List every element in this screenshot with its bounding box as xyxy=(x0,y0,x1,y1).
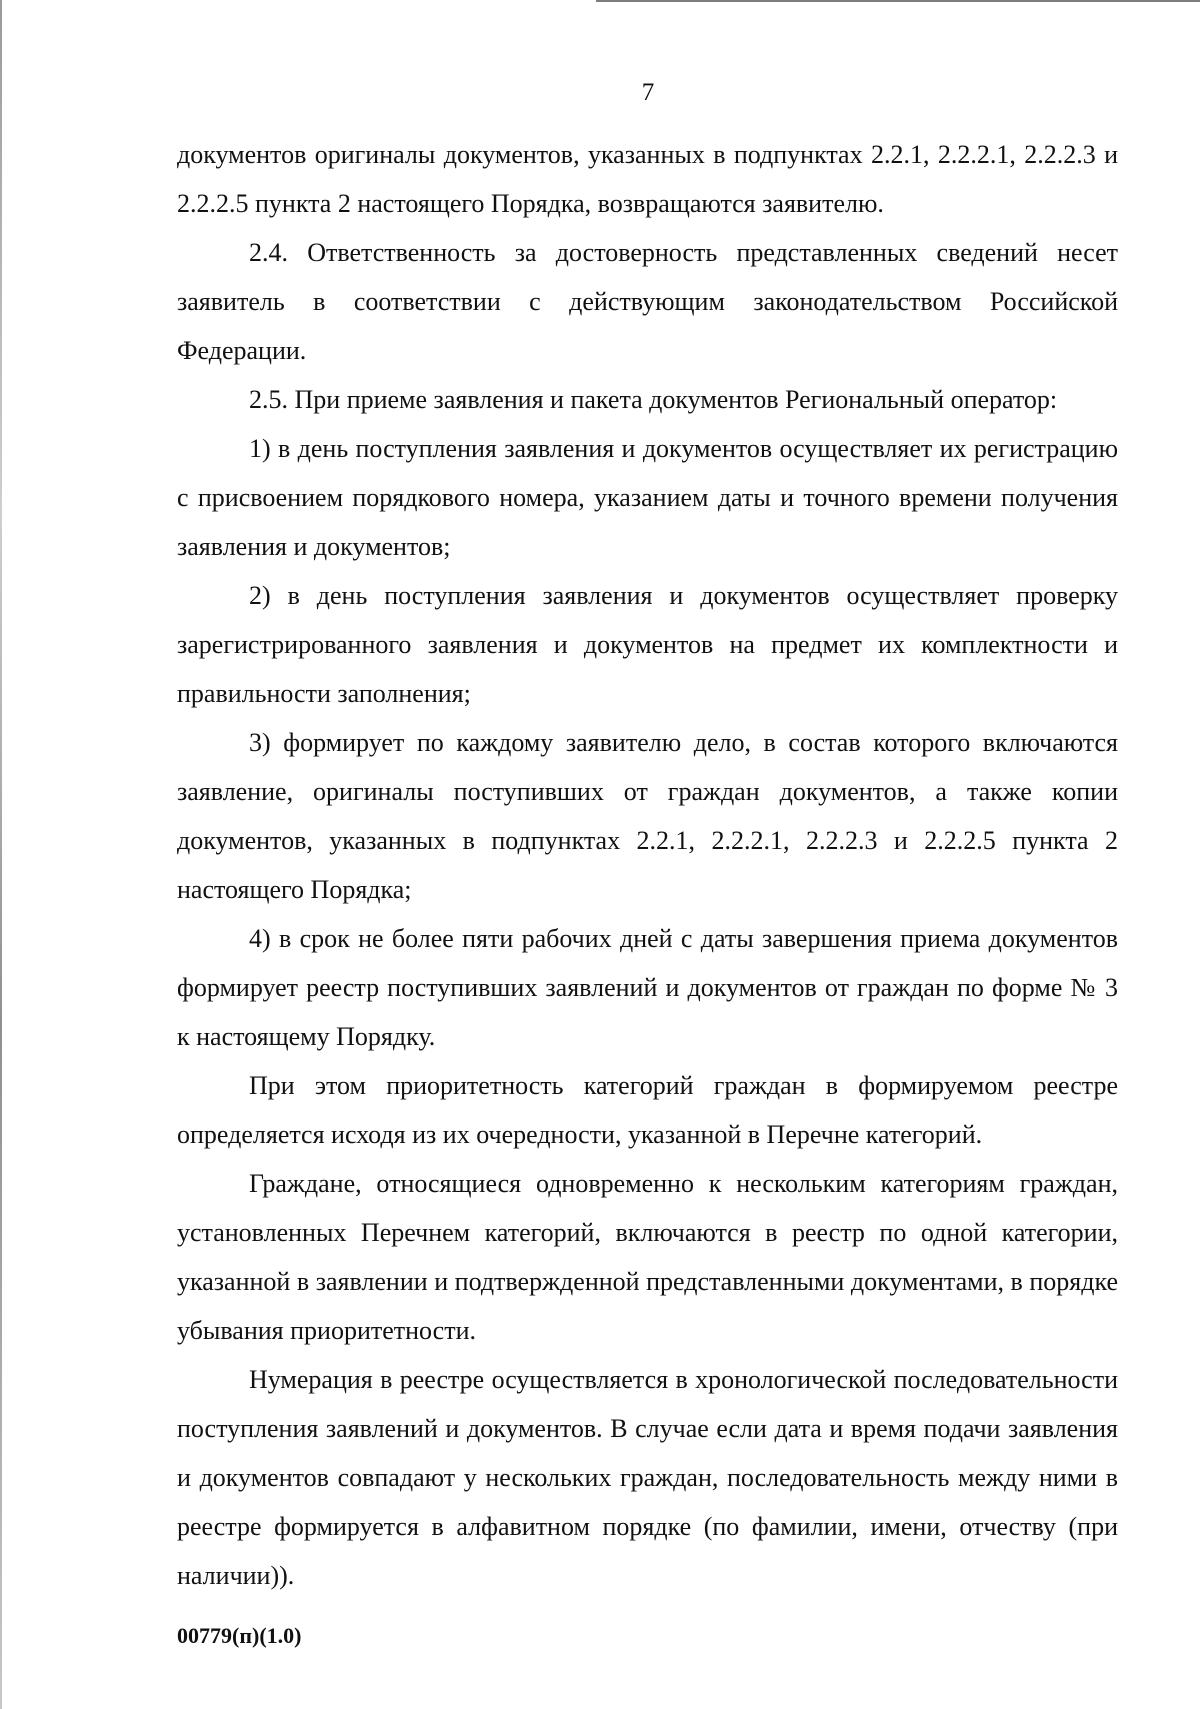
scan-edge-top xyxy=(596,0,1200,2)
paragraph-priority: При этом приоритетность категорий граждан в формируемом реестре определяется исходя из их очередности, указанной в Перечне категорий. xyxy=(177,1071,1118,1149)
paragraph-multiple-categories: Граждане, относящиеся одновременно к нескольким категориям граждан, установленных Перечнем категорий, включаются в реестр по одной категории, указанной в заявлении и подтвержденной представленными документами, в порядке убывания приоритетности. xyxy=(177,1169,1118,1345)
page-number: 7 xyxy=(641,79,655,106)
paragraph-item-4: 4) в срок не более пяти рабочих дней с даты завершения приема документов формирует реестр поступивших заявлений и документов от граждан по форме № 3 к настоящему Порядку. xyxy=(177,924,1118,1051)
scan-edge-left xyxy=(0,0,2,1709)
paragraph-continuation: документов оригиналы документов, указанных в подпунктах 2.2.1, 2.2.2.1, 2.2.2.3 и 2.2.2.5 пункта 2 настоящего Порядка, возвращаются заявителю. xyxy=(177,140,1118,218)
document-code: 00779(п)(1.0) xyxy=(177,1623,302,1648)
paragraph-numbering: Нумерация в реестре осуществляется в хронологической последовательности поступления заявлений и документов. В случае если дата и время подачи заявления и документов совпадают у нескольких граждан, последовательность между ними в реестре формируется в алфавитном порядке (по фамилии, имени, отчеству (при наличии)). xyxy=(177,1365,1118,1590)
paragraph-item-3: 3) формирует по каждому заявителю дело, в состав которого включаются заявление, оригиналы поступивших от граждан документов, а также копии документов, указанных в подпунктах 2.2.1, 2.2.2.1, 2.2.2.3 и 2.2.2.5 пункта 2 настоящего Порядка; xyxy=(177,728,1118,904)
paragraph-2-5: 2.5. При приеме заявления и пакета документов Региональный оператор: xyxy=(249,385,1058,414)
paragraph-item-1: 1) в день поступления заявления и документов осуществляет их регистрацию с присвоением порядкового номера, указанием даты и точного времени получения заявления и документов; xyxy=(177,434,1118,561)
paragraph-2-4: 2.4. Ответственность за достоверность представленных сведений несет заявитель в соответствии с действующим законодательством Российской Федерации. xyxy=(177,238,1118,365)
paragraph-item-2: 2) в день поступления заявления и документов осуществляет проверку зарегистрированного заявления и документов на предмет их комплектности и правильности заполнения; xyxy=(177,581,1118,708)
document-body xyxy=(177,130,1118,1600)
